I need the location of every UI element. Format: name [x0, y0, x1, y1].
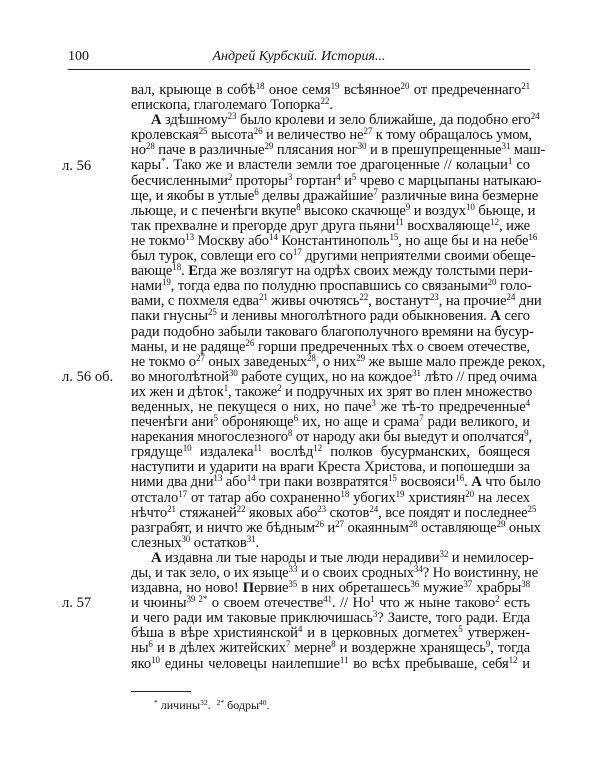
text-line: во многолѣтной$^{30}$ работе сущих, но на кождое$^{31}$ лѣто // пред очима — [131, 367, 537, 385]
text-line: А издавна ли тые народы и тые люди нерадиви$^{32}$ и немилосер- — [151, 548, 534, 566]
text-line: епископа, глаголемаго Топорка$^{22}$. — [131, 96, 333, 114]
text-line: бѣша в вѣре християнской$^4$ и в церковных догметех$^5$ утвержен- — [131, 624, 530, 642]
text-line: ды, и так зело, о их языце$^{33}$ и о своих сродных$^{34}$? Но воистинну, не — [131, 564, 539, 581]
text-line: издавна, но ново! Первие$^{35}$ в них обреташесь$^{36}$ мужие$^{37}$ храбры$^{38}$ — [131, 579, 531, 597]
text-line: разграбят, и ничто же бѣдным$^{26}$ $и^{27}$ окаянным$^{28}$ оставляюще$^{29}$ оных — [131, 518, 541, 536]
text-line: грядуще$^{10}$ издалека$^{11}$ вослѣд$^{12}$ полков бусурманских, боящеся — [131, 443, 530, 461]
text-line: льюще, и с печенѣги вкупе$^8$ высоко скачюще$^9$ и воздух$^{10}$ бьюще, и — [131, 201, 536, 219]
main-text — [131, 81, 546, 672]
text-line: паки гнусны$^{25}$ и ленивы многолѣтного ради обыкновения. А сего — [131, 307, 530, 325]
folio-margin-note: л. 57 — [62, 595, 92, 612]
folio-margin-note: л. 56 об. — [62, 368, 114, 385]
text-line: наступити и ударити на враги Креста Христова, и попошедши за — [131, 459, 530, 476]
text-line: вами, с похмеля едва$^{21}$ живы очютясь$^{22}$, востанут$^{23}$, на прочие$^{24}$ дни — [131, 292, 542, 310]
text-line: был турок, совлещи его $со^{17}$ другими неприятелми своими обеще- — [131, 247, 536, 265]
text-line: ще, и якобы в утлые$^6$ делвы дражайшие$^7$ различные вина безмерне — [131, 186, 539, 204]
text-line: так прехвалне и прегорде друг друга пьяни$^{11}$ восхваляюще$^{12}$, иже — [131, 216, 530, 234]
text-line: вающе$^{18}$. Егда же возлягут на одрѣх своих между толстыми пери- — [131, 262, 533, 280]
text-line: слезных$^{30}$ остатков$^{31}$. — [131, 533, 260, 551]
text-line: нѣчто$^{21}$ стяжаней$^{22}$ яковых або$^{23}$ скотов$^{24}$, все поядят и последнее$^{25}$ — [131, 503, 537, 521]
text-line: маны, и не радяще$^{26}$ горши предреченных тѣх о своем отечестве, — [131, 337, 530, 355]
text-line: кролевская$^{25}$ высота$^{26}$ и величество $не^{27}$ к тому обращалось умом, — [131, 126, 532, 144]
text-line: ради подобно забыли таковаго благополучного времяни на бусур- — [131, 323, 534, 340]
running-header — [68, 49, 530, 69]
text-line: $ны^6$ и в дѣлех житейских$^7$ мерне$^8$ и воздержне хранящесь$^9$, тогда — [131, 639, 530, 657]
text-line: и чюины$^{39 2*}$ о своем отечестве$^{41}$. // $Но^1$ что ж ныне таково$^2$ есть — [131, 594, 530, 612]
text-line: $но^{28}$ паче в различные$^{29}$ плясания ног$^{30}$ и в прешупрещенные$^{31}$ маш- — [131, 141, 546, 159]
text-line: печенѣги ани$^5$ оброняюще$^6$ их, но аще и срама$^7$ ради великого, и — [131, 413, 531, 431]
footnote-rule — [131, 691, 191, 692]
text-line: кары*. Тако же и властели земли тое драгоценные // колацыи$^1$ со — [131, 156, 531, 174]
folio-margin-note: л. 56 — [62, 157, 92, 174]
text-line: их жен и дѣток$^1$, такоже$^2$ и подручных их зрят во плен множество — [131, 382, 533, 400]
text-line: ними два дни$^{13}$ або$^{14}$ три паки возвратятся$^{15}$ восвояси$^{16}$. А что было — [131, 473, 541, 491]
text-line: веденных, не пекущеся о них, но паче$^3$ же тѣ-то предреченные$^4$ — [131, 397, 530, 415]
text-line: отстало$^{17}$ от татар або сохраненно$^{18}$ убогих$^{19}$ християн$^{20}$ на лесех — [131, 488, 530, 506]
text-line: не токмо $о^{27}$ оных заведеных$^{28}$, о них$^{29}$ же выше мало прежде рекох, — [131, 352, 546, 370]
text-line: нами$^{19}$, тогда едва по полудню проспавшись со связаными$^{20}$ голо- — [131, 277, 532, 295]
text-line: яко$^{10}$ едины человецы наилепшие$^{11}$ во всѣх пребываше, себя$^{12}$ и — [131, 654, 531, 672]
text-line: бесчисленными$^2$ проторы$^3$ гортан$^4$ $и^5$ чрево с марцыпаны натыкаю- — [131, 171, 542, 189]
text-line: не токмо$^{13}$ Москву або$^{14}$ Константинополь$^{15}$, но аще бы и на небе$^{16}$ — [131, 231, 538, 249]
text-line: вал, крыюще в собѣ$^{18}$ оное семя$^{19}$ всѣянное$^{20}$ от предреченнаго$^{21}$ — [131, 81, 530, 98]
text-line: А здѣшному$^{23}$ было кролеви и зело ближайше, да подобно его$^{24}$ — [151, 111, 540, 129]
text-line: и чего ради им таковые приключишась$^3$? Заисте, того ради. Егда — [131, 609, 530, 627]
header-rule — [68, 69, 530, 70]
running-title: Андрей Курбский. История... — [212, 49, 386, 64]
footnotes: * личины$^{32}$. $^{2*}$ бодры$^{40}$. — [154, 698, 270, 712]
page-number: 100 — [68, 49, 89, 64]
text-line: нарекания многослезного$^8$ от народу аки бы выедут и ополчатся$^9$, — [131, 428, 533, 446]
